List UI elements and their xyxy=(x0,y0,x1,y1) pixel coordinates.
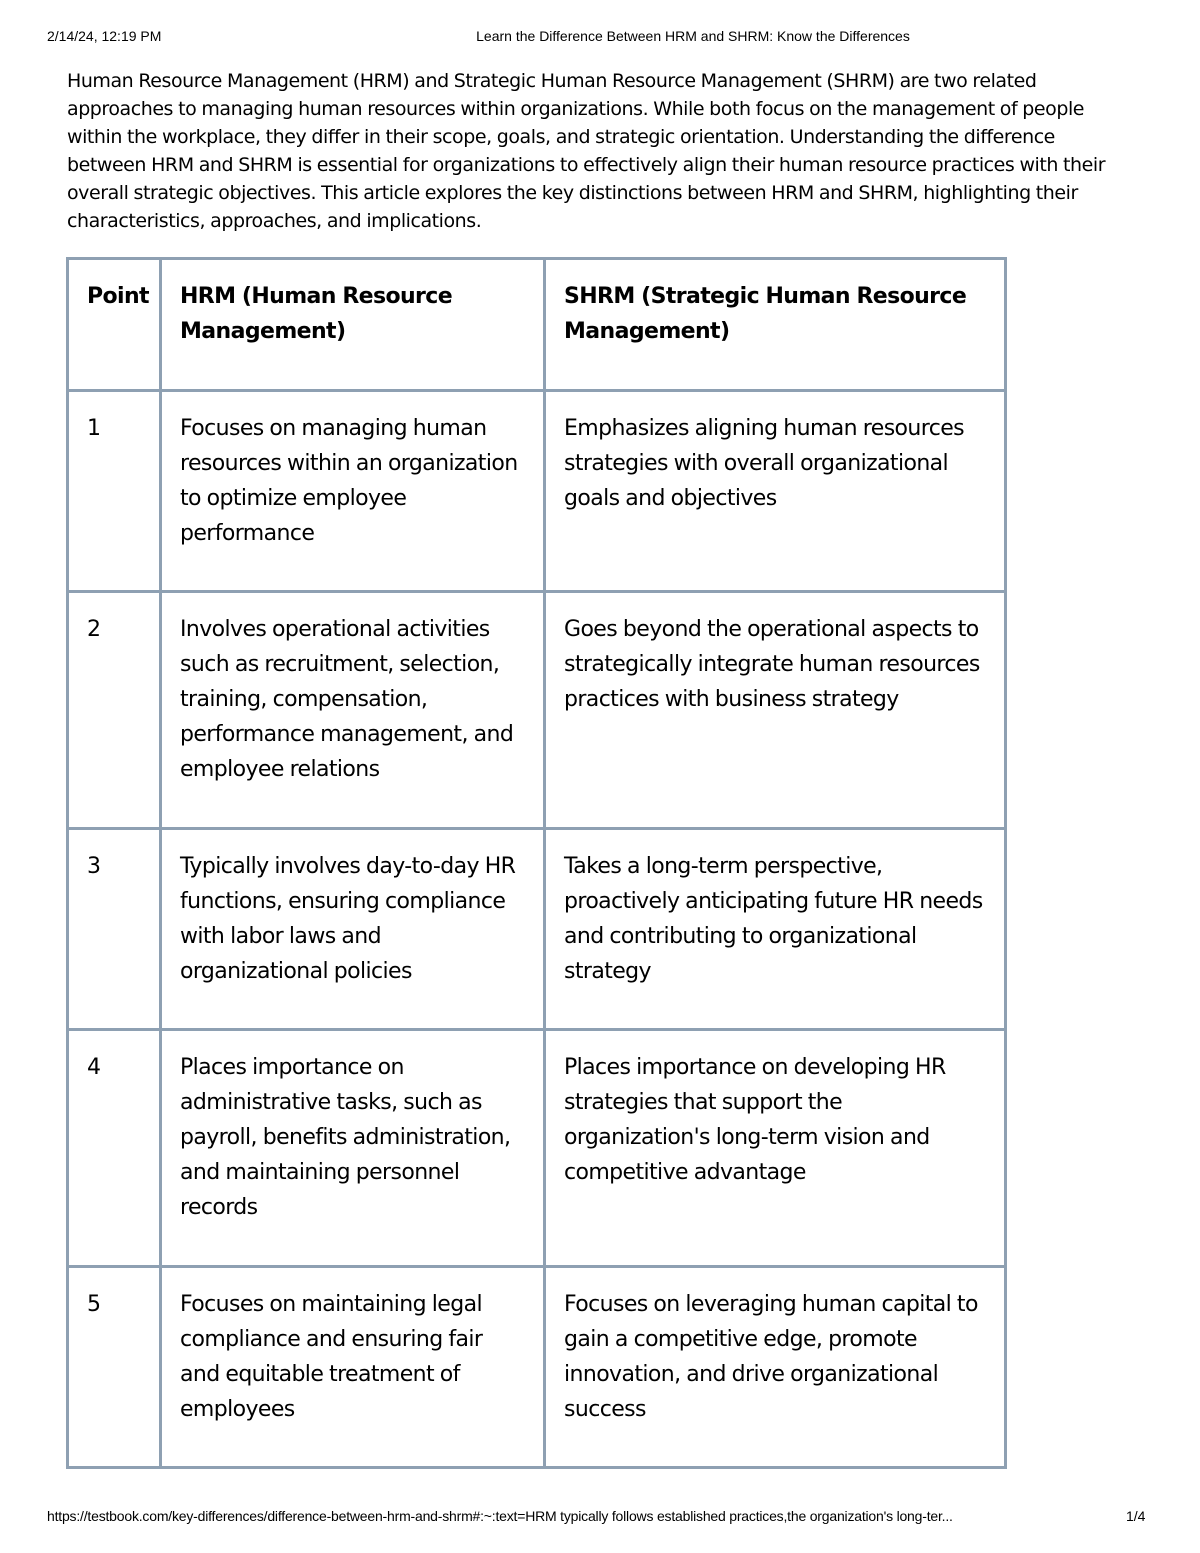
intro-paragraph: Human Resource Management (HRM) and Strategic Human Resource Management (SHRM) are two related approaches to managing human resources within organizations. While both focus on the management of people within the workplace, they differ in their scope, goals, and strategic orientation. Understanding the difference between HRM and SHRM is essential for organizations to effectively align their human resource practices with their overall strategic objectives. This article explores the key distinctions between HRM and SHRM, highlighting their characteristics, approaches, and implications. xyxy=(67,70,1106,232)
table-row xyxy=(68,1030,1006,1267)
point-cell: 4 xyxy=(68,1030,161,1267)
comparison-table xyxy=(66,257,1007,1469)
table-row xyxy=(68,1267,1006,1468)
print-datetime: 2/14/24, 12:19 PM xyxy=(47,28,162,44)
hrm-cell: Focuses on managing human resources within an organization to optimize employee performance xyxy=(161,391,545,592)
table-row xyxy=(68,391,1006,592)
shrm-cell: Takes a long-term perspective, proactively anticipating future HR needs and contributing to organizational strategy xyxy=(545,829,1006,1030)
hrm-cell: Focuses on maintaining legal compliance and ensuring fair and equitable treatment of employees xyxy=(161,1267,545,1468)
header-hrm: HRM (Human Resource Management) xyxy=(161,259,545,391)
shrm-cell: Places importance on developing HR strategies that support the organization's long-term vision and competitive advantage xyxy=(545,1030,1006,1267)
hrm-cell: Typically involves day-to-day HR functions, ensuring compliance with labor laws and organizational policies xyxy=(161,829,545,1030)
table-row xyxy=(68,829,1006,1030)
table-row xyxy=(68,592,1006,829)
page-number: 1/4 xyxy=(1126,1508,1146,1524)
table-header-row xyxy=(68,259,1006,391)
point-cell: 1 xyxy=(68,391,161,592)
point-cell: 5 xyxy=(68,1267,161,1468)
shrm-cell: Focuses on leveraging human capital to gain a competitive edge, promote innovation, and drive organizational success xyxy=(545,1267,1006,1468)
hrm-cell: Places importance on administrative tasks, such as payroll, benefits administration, and maintaining personnel records xyxy=(161,1030,545,1267)
print-page-title: Learn the Difference Between HRM and SHRM: Know the Differences xyxy=(476,28,910,44)
header-shrm: SHRM (Strategic Human Resource Management) xyxy=(545,259,1006,391)
source-url: https://testbook.com/key-differences/difference-between-hrm-and-shrm#:~:text=HRM typically follows established practices,the organization's long-ter... xyxy=(47,1508,953,1524)
print-footer xyxy=(0,1508,1200,1528)
shrm-cell: Goes beyond the operational aspects to strategically integrate human resources practices with business strategy xyxy=(545,592,1006,829)
header-point: Point xyxy=(68,259,161,391)
point-cell: 3 xyxy=(68,829,161,1030)
print-header xyxy=(0,28,1200,48)
hrm-cell: Involves operational activities such as recruitment, selection, training, compensation, performance management, and employee relations xyxy=(161,592,545,829)
point-cell: 2 xyxy=(68,592,161,829)
shrm-cell: Emphasizes aligning human resources strategies with overall organizational goals and objectives xyxy=(545,391,1006,592)
